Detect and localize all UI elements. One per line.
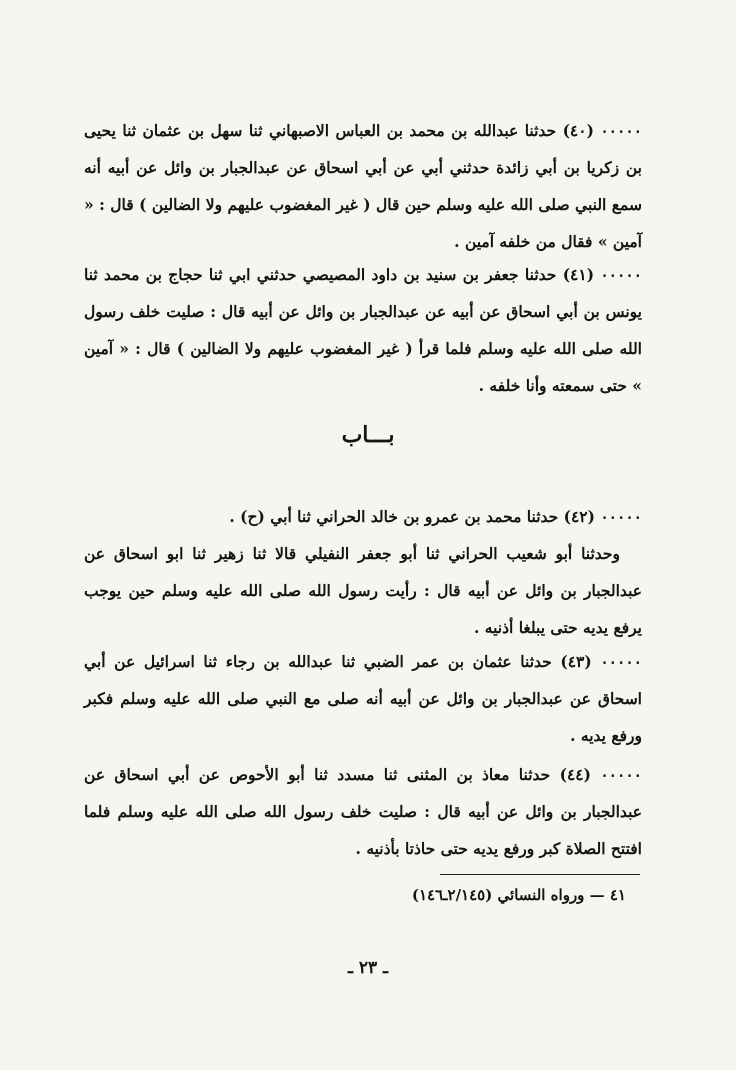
footnote-divider [440,874,640,875]
paragraph-text: ٠٠٠٠٠ (٤٢) حدثنا محمد بن عمرو بن خالد الحراني ثنا أبي (ح) . [229,507,642,526]
chapter-heading: بـــاب [341,422,395,448]
paragraph-text: ٠٠٠٠٠ (٤٤) حدثنا معاذ بن المثنى ثنا مسدد ثنا أبو الأحوص عن أبي اسحاق عن عبدالجبار بن وائل عن أبيه قال : صليت خلف رسول الله صلى الله عليه وسلم فلما افتتح الصلاة كبر ورفع يديه حتى حاذتا بأذنيه . [84,765,642,858]
footnote: ٤١ — ورواه النسائي (٢/١٤٥ـ١٤٦) [411,886,626,904]
hadith-40-paragraph [84,112,642,260]
hadith-42-paragraph [84,498,642,646]
page-number: ـ ٢٣ ـ [347,958,389,978]
paragraph-text: ٠٠٠٠٠ (٤١) حدثنا جعفر بن سنيد بن داود المصيصي حدثني ابي ثنا حجاج بن محمد ثنا يونس بن أبي اسحاق عن أبيه عن عبدالجبار بن وائل عن أبيه قال : صليت خلف رسول الله صلى الله عليه وسلم فلما قرأ ( غير المغضوب عليهم ولا الضالين ) قال : « آمين » حتى سمعته وأنا خلفه . [84,265,642,395]
paragraph-text: ٠٠٠٠٠ (٤٠) حدثنا عبدالله بن محمد بن العباس الاصبهاني ثنا سهل بن عثمان ثنا يحيى بن زكريا بن أبي زائدة حدثني أبي عن أبي اسحاق عن عبدالجبار بن وائل عن أبيه أنه سمع النبي صلى الله عليه وسلم حين قال ( غير المغضوب عليهم ولا الضالين ) قال : « آمين » فقال من خلفه آمين . [84,121,642,251]
hadith-44-paragraph [84,756,642,867]
paragraph-text: ٠٠٠٠٠ (٤٣) حدثنا عثمان بن عمر الضبي ثنا عبدالله بن رجاء ثنا اسرائيل عن أبي اسحاق عن عبدالجبار بن وائل عن أبيه أنه صلى مع النبي صلى الله عليه وسلم فكبر ورفع يديه . [84,652,642,745]
hadith-43-paragraph [84,643,642,754]
paragraph-text: وحدثنا أبو شعيب الحراني ثنا أبو جعفر النفيلي قالا ثنا زهير ثنا ابو اسحاق عن عبدالجبار بن وائل عن أبيه قال : رأيت رسول الله صلى الله عليه وسلم حين يوجب يرفع يديه حتى يبلغا أذنيه . [84,544,642,637]
hadith-41-paragraph [84,256,642,404]
